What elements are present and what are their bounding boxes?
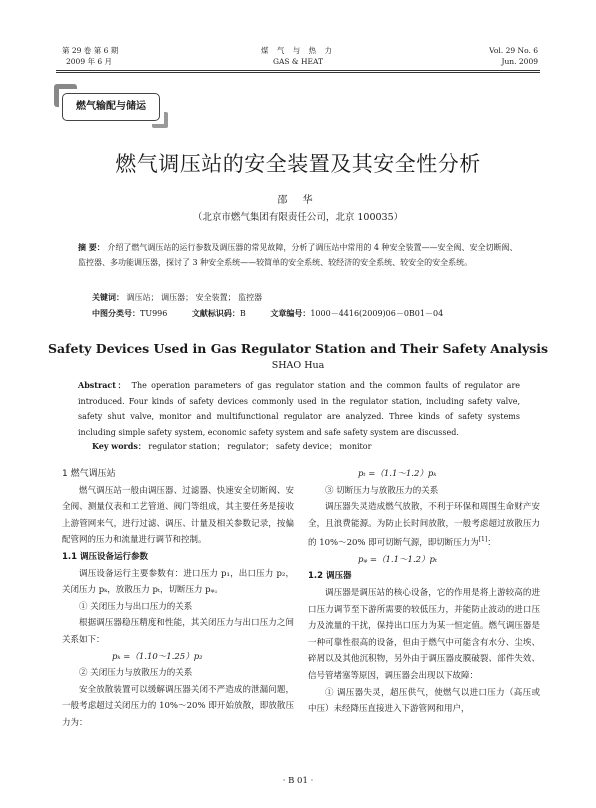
abstract-cn-text: 介绍了燃气调压站的运行参数及调压器的常见故障，分析了调压站中常用的 4 种安全装置——安全阀、安全切断阀、监控器、多功能调压器，探讨了 3 种安全系统——较简单的安全系统、较经济的安全系统、较安全的安全系统。 bbox=[78, 243, 518, 267]
doc-code-value: B bbox=[239, 309, 246, 318]
clc-label: 中图分类号： bbox=[92, 309, 140, 318]
abstract-cn bbox=[78, 240, 520, 270]
header-issue-cn bbox=[62, 45, 118, 67]
header-rule-2 bbox=[56, 72, 540, 73]
body-right-column bbox=[308, 466, 540, 718]
header-journal-cn: 煤 气 与 热 力 bbox=[260, 46, 336, 55]
keywords-en-label: Key words： bbox=[92, 441, 146, 451]
author-cn: 邵 华 bbox=[277, 195, 319, 206]
doc-code-label: 文献标识码： bbox=[191, 309, 240, 318]
keywords-en bbox=[92, 439, 371, 454]
keywords-cn bbox=[92, 291, 262, 305]
header-issue-en bbox=[489, 45, 538, 67]
abstract-en bbox=[78, 378, 520, 440]
paper-title-cn: 燃气调压站的安全装置及其安全性分析 bbox=[115, 152, 481, 176]
equation: pₜ =（1.1～1.2）pₖ bbox=[358, 469, 437, 479]
list-item: ① 关闭压力与出口压力的关系 bbox=[79, 601, 193, 612]
article-no-label: 文章编号： bbox=[270, 309, 311, 318]
paragraph bbox=[308, 499, 540, 552]
citation-ref: [1] bbox=[478, 536, 488, 544]
header-date-cn: 2009 年 6 月 bbox=[66, 57, 113, 66]
paragraph: 根据调压器稳压精度和性能，其关闭压力与出口压力之间关系如下： bbox=[62, 618, 294, 645]
header-date-en: Jun. 2009 bbox=[501, 57, 538, 66]
section-heading-1: 1 燃气调压站 bbox=[62, 469, 116, 479]
paragraph: 调压设备运行主要参数有：进口压力 p₁，出口压力 p₂，关闭压力 pₖ，放散压力 pₜ，切断压力 pᵩ。 bbox=[62, 568, 294, 596]
list-item: ③ 切断压力与放散压力的关系 bbox=[325, 485, 439, 496]
abstract-cn-label: 摘 要： bbox=[78, 243, 105, 252]
classification-line bbox=[92, 307, 532, 321]
clc-value: TU996 bbox=[140, 309, 168, 318]
paragraph-text: 调压器失灵造成燃气放散，不利于环保和周围生命财产安全，且浪费能源。为防止长时间放散，一般考虑超过放散压力的 10%～20% 即可切断气源，即切断压力为 bbox=[308, 502, 540, 549]
header-volume-en: Vol. 29 No. 6 bbox=[489, 46, 538, 55]
author-en: SHAO Hua bbox=[271, 360, 325, 371]
equation: pᵩ =（1.1～1.2）pₜ bbox=[358, 554, 438, 565]
equation: pₖ =（1.10～1.25）p₂ bbox=[112, 651, 203, 662]
abstract-en-text: The operation parameters of gas regulator station and the common faults of regulator are introduced. Four kinds of safety devices commonly used in the regulator station, including safety valve, safety shut valve, monitor and multifunctional regulator are analyzed. Three kinds of safety systems including simple safety system, economic safety system and safe safety system are discussed. bbox=[78, 381, 521, 437]
keywords-cn-text: 调压站； 调压器； 安全装置； 监控器 bbox=[126, 293, 263, 302]
affiliation-cn: （北京市燃气集团有限责任公司，北京 100035） bbox=[192, 212, 404, 223]
paragraph: 安全放散装置可以缓解调压器关闭不严造成的泄漏问题，一般考虑超过关闭压力的 10%～20% 即开始放散，即放散压力为： bbox=[62, 684, 294, 728]
header-volume-cn: 第 29 卷 第 6 期 bbox=[62, 46, 119, 55]
keywords-en-text: regulator station； regulator； safety device； monitor bbox=[148, 442, 372, 451]
article-no-value: 1000－4416(2009)06－0B01－04 bbox=[310, 309, 444, 318]
subsection-heading-1-2: 1.2 调压器 bbox=[308, 571, 352, 582]
list-item: ② 关闭压力与放散压力的关系 bbox=[79, 668, 193, 679]
header-journal bbox=[198, 45, 398, 67]
paragraph: 燃气调压站一般由调压器、过滤器、快速安全切断阀、安全阀、测量仪表和工艺管道、阀门等组成，其主要任务是接收上游管网来气，进行过滤、调压、计量及相关参数记录，按偏配管网的压力和流量进行调节和控制。 bbox=[62, 485, 294, 546]
paragraph: 调压器是调压站的核心设备，它的作用是将上游较高的进口压力调节至下游所需要的较低压力，并能防止波动的进口压力及流量的干扰，保持出口压力为某一恒定值。燃气调压器是一种可靠性很高的设备，但由于燃气中可能含有水分、尘埃、碎屑以及其他沉积物，另外由于调压器皮膜破裂、部件失效、信号管堵塞等原因，调压器会出现以下故障： bbox=[308, 587, 540, 681]
header-journal-en: GAS & HEAT bbox=[272, 57, 323, 66]
page-number: · B 01 · bbox=[282, 776, 314, 786]
header-rule bbox=[56, 70, 540, 71]
paragraph-end: ： bbox=[487, 538, 496, 549]
paragraph: ① 调压器失灵，超压供气，使燃气以进口压力（高压或中压）未经降压直接进入下游管网和用户， bbox=[308, 687, 540, 715]
subsection-heading-1-1: 1.1 调压设备运行参数 bbox=[62, 551, 149, 562]
abstract-en-label: Abstract： bbox=[78, 380, 128, 390]
paper-title-en: Safety Devices Used in Gas Regulator Station and Their Safety Analysis bbox=[47, 341, 549, 356]
body-left-column bbox=[62, 466, 294, 732]
keywords-cn-label: 关键词： bbox=[92, 293, 124, 302]
section-badge: 燃气输配与储运 bbox=[62, 93, 160, 121]
